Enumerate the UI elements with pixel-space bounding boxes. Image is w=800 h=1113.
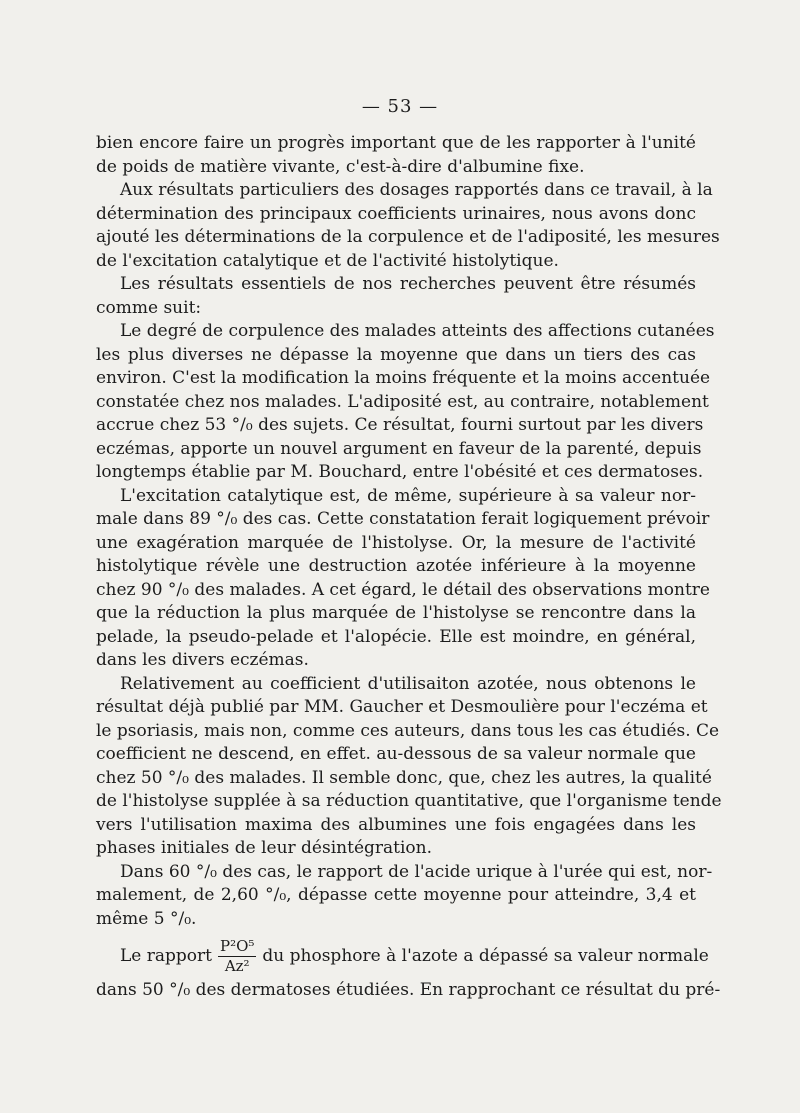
text-line: résultat déjà publié par MM. Gaucher et Desmoulière pour l'eczéma et bbox=[96, 697, 708, 717]
text-line: chez 50 °/₀ des malades. Il semble donc, que, chez les autres, la qualité bbox=[96, 767, 712, 788]
page-number: — 53 — bbox=[361, 96, 439, 117]
text-line: constatée chez nos malades. L'adiposité est, au contraire, notablement bbox=[96, 391, 709, 412]
text-line: Dans 60 °/₀ des cas, le rapport de l'acide urique à l'urée qui est, nor- bbox=[120, 861, 713, 882]
text-line: les plus diverses ne dépasse la moyenne que dans un tiers des cas bbox=[96, 344, 696, 365]
text-line: male dans 89 °/₀ des cas. Cette constatation ferait logiquement prévoir bbox=[96, 509, 710, 529]
fraction-numerator: P²O⁵ bbox=[219, 936, 255, 955]
text-line: Le degré de corpulence des malades atteints des affections cutanées bbox=[120, 321, 715, 341]
fraction-denominator: Az² bbox=[224, 956, 250, 975]
text-line: histolytique révèle une destruction azotée inférieure à la moyenne bbox=[96, 556, 696, 576]
text-line: même 5 °/₀. bbox=[96, 908, 197, 929]
text-line: détermination des principaux coefficients urinaires, nous avons donc bbox=[96, 203, 696, 224]
text-line: que la réduction la plus marquée de l'histolyse se rencontre dans la bbox=[96, 603, 696, 623]
text-line: bien encore faire un progrès important que de les rapporter à l'unité bbox=[96, 133, 696, 153]
text-line: chez 90 °/₀ des malades. A cet égard, le détail des observations montre bbox=[96, 579, 710, 600]
text-line: L'excitation catalytique est, de même, supérieure à sa valeur nor- bbox=[120, 485, 696, 506]
text-line: malement, de 2,60 °/₀, dépasse cette moyenne pour atteindre, 3,4 et bbox=[96, 885, 696, 905]
text-line: ajouté les déterminations de la corpulence et de l'adiposité, les mesures bbox=[96, 227, 720, 247]
text-line: une exagération marquée de l'histolyse. Or, la mesure de l'activité bbox=[96, 532, 696, 553]
text-line: pelade, la pseudo-pelade et l'alopécie. Elle est moindre, en général, bbox=[96, 626, 696, 647]
text-line: accrue chez 53 °/₀ des sujets. Ce résultat, fourni surtout par les divers bbox=[96, 415, 704, 435]
fraction-line-before: Le rapport bbox=[120, 946, 212, 966]
text-line: le psoriasis, mais non, comme ces auteurs, dans tous les cas étudiés. Ce bbox=[96, 720, 720, 741]
body-text bbox=[96, 132, 722, 1003]
text-line: phases initiales de leur désintégration. bbox=[96, 838, 432, 858]
text-line: environ. C'est la modification la moins fréquente et la moins accentuée bbox=[96, 368, 711, 388]
text-line: dans les divers eczémas. bbox=[96, 650, 309, 670]
text-line: Relativement au coefficient d'utilisaiton azotée, nous obtenons le bbox=[120, 673, 696, 694]
text-line: de l'histolyse supplée à sa réduction quantitative, que l'organisme tende bbox=[96, 791, 722, 811]
text-line: dans 50 °/₀ des dermatoses étudiées. En rapprochant ce résultat du pré- bbox=[96, 980, 721, 1000]
fraction-line-after: du phosphore à l'azote a dépassé sa valeur normale bbox=[262, 946, 709, 966]
text-line: Les résultats essentiels de nos recherches peuvent être résumés bbox=[120, 274, 696, 294]
text-line: Aux résultats particuliers des dosages rapportés dans ce travail, à la bbox=[120, 180, 713, 200]
text-line: de l'excitation catalytique et de l'activité histolytique. bbox=[96, 250, 559, 271]
text-line: coefficient ne descend, en effet. au-dessous de sa valeur normale que bbox=[96, 744, 696, 764]
text-line: eczémas, apporte un nouvel argument en faveur de la parenté, depuis bbox=[96, 438, 702, 459]
fraction-line bbox=[96, 933, 709, 979]
text-line: longtemps établie par M. Bouchard, entre l'obésité et ces dermatoses. bbox=[96, 462, 704, 482]
text-line: vers l'utilisation maxima des albumines une fois engagées dans les bbox=[96, 814, 696, 835]
text-line: comme suit: bbox=[96, 297, 202, 318]
phosphorus-nitrogen-fraction bbox=[218, 936, 256, 975]
text-line: de poids de matière vivante, c'est-à-dire d'albumine fixe. bbox=[96, 156, 585, 177]
